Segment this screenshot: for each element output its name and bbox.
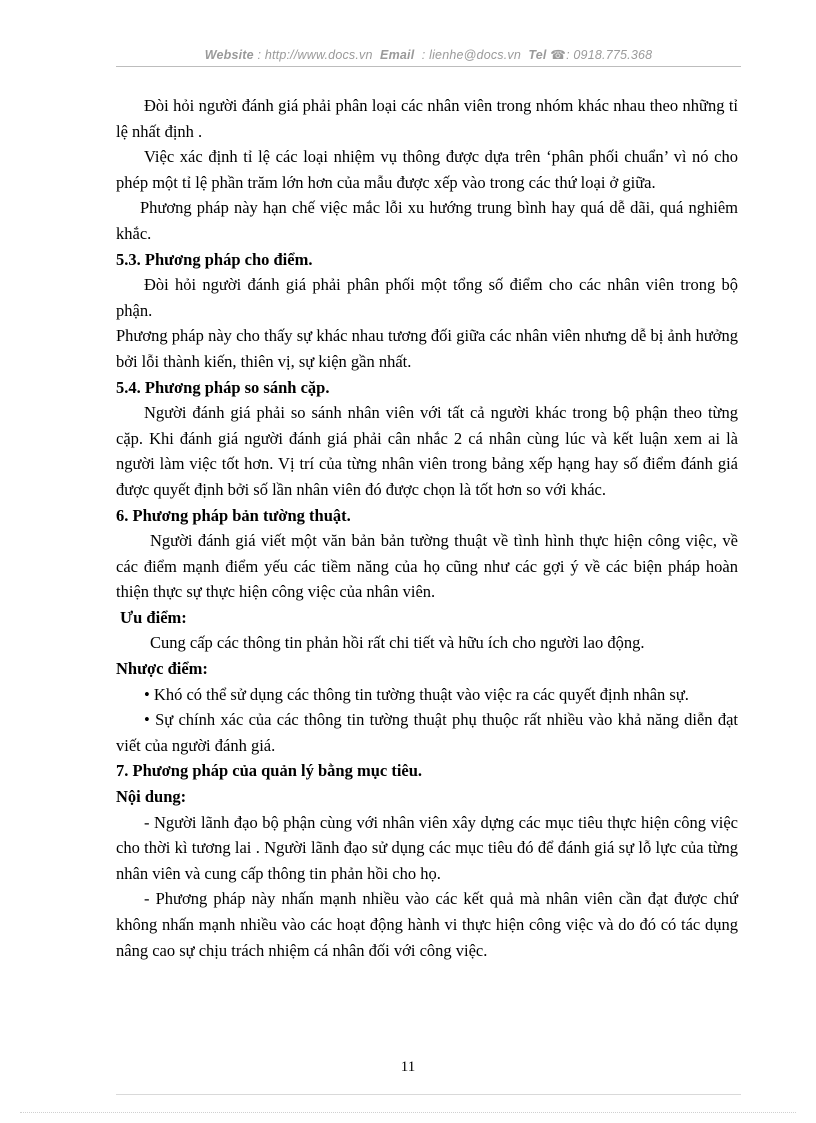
page-number: 11 xyxy=(400,1059,416,1075)
paragraph: Phương pháp này hạn chế việc mắc lỗi xu hướng trung bình hay quá dễ dãi, quá nghiêm khắc. xyxy=(116,198,738,243)
subheading-advantages: Ưu điểm: xyxy=(120,607,187,627)
email-value: : lienhe@docs.vn xyxy=(421,48,522,62)
header-divider xyxy=(116,66,741,67)
page-edge-dots xyxy=(20,1112,796,1113)
section-heading-6: 6. Phương pháp bản tường thuật. xyxy=(116,505,351,525)
paragraph: Cung cấp các thông tin phản hồi rất chi tiết và hữu ích cho người lao động. xyxy=(150,633,645,653)
paragraph: Đòi hỏi người đánh giá phải phân phối một tổng số điểm cho các nhân viên trong bộ phận. xyxy=(116,275,738,320)
tel-value: : 0918.775.368 xyxy=(566,48,653,62)
email-label: Email xyxy=(380,48,415,62)
section-heading-5-3: 5.3. Phương pháp cho điểm. xyxy=(116,249,313,269)
page-header xyxy=(116,47,741,62)
paragraph: - Người lãnh đạo bộ phận cùng với nhân viên xây dựng các mục tiêu thực hiện công việc cho thời kì tương lai . Người lãnh đạo sử dụng các mục tiêu đó để đánh giá sự lỗ lực của từng nhân viên và cung cấp thông tin phản hồi cho họ. xyxy=(116,812,738,883)
footer-divider xyxy=(116,1094,741,1095)
paragraph: Người đánh giá viết một văn bản bản tường thuật về tình hình thực hiện công việc, về các điểm mạnh điểm yếu các tiềm năng của họ cũng như các gợi ý về các biện pháp hoàn thiện thực sự thực hiện công việc của nhân viên. xyxy=(116,531,738,602)
paragraph: Người đánh giá phải so sánh nhân viên với tất cả người khác trong bộ phận theo từng cặp. Khi đánh giá người đánh giá phải cân nhắc 2 cá nhân cùng lúc và kết luận xem ai là người làm việc tốt hơn. Vị trí của từng nhân viên trong bảng xếp hạng hay số điểm đánh giá được quyết định bởi số lần nhân viên đó được chọn là tốt hơn so với khác. xyxy=(116,403,738,499)
website-label: Website xyxy=(204,48,254,62)
bullet-item: • Sự chính xác của các thông tin tường thuật phụ thuộc rất nhiều vào khả năng diễn đạt viết của người đánh giá. xyxy=(116,710,738,755)
tel-label: Tel xyxy=(528,48,547,62)
website-value: : http://www.docs.vn xyxy=(257,48,373,62)
paragraph: Đòi hỏi người đánh giá phải phân loại các nhân viên trong nhóm khác nhau theo những tỉ lệ nhất định . xyxy=(116,96,738,141)
subheading-content: Nội dung: xyxy=(116,787,187,807)
phone-icon: ☎ xyxy=(550,48,567,62)
document-body xyxy=(116,93,738,963)
bullet-item: • Khó có thể sử dụng các thông tin tường thuật vào việc ra các quyết định nhân sự. xyxy=(144,684,689,704)
section-heading-7: 7. Phương pháp của quản lý bằng mục tiêu. xyxy=(116,761,423,781)
paragraph: - Phương pháp này nhấn mạnh nhiều vào các kết quả mà nhân viên cần đạt được chứ không nhấn mạnh nhiều vào các hoạt động hành vi thực hiện công việc và do đó có tác dụng nâng cao sự chịu trách nhiệm cá nhân đối với công việc. xyxy=(116,889,738,960)
paragraph: Phương pháp này cho thấy sự khác nhau tương đối giữa các nhân viên nhưng dễ bị ảnh hưởng bởi lỗi thành kiến, thiên vị, sự kiện gần nhất. xyxy=(116,326,738,371)
paragraph: Việc xác định tỉ lệ các loại nhiệm vụ thông được dựa trên ‘phân phối chuẩn’ vì nó cho phép một tỉ lệ phần trăm lớn hơn của mẫu được xếp vào trong các thứ loại ở giữa. xyxy=(116,147,738,192)
subheading-disadvantages: Nhược điểm: xyxy=(116,659,208,679)
section-heading-5-4: 5.4. Phương pháp so sánh cặp. xyxy=(116,377,330,397)
